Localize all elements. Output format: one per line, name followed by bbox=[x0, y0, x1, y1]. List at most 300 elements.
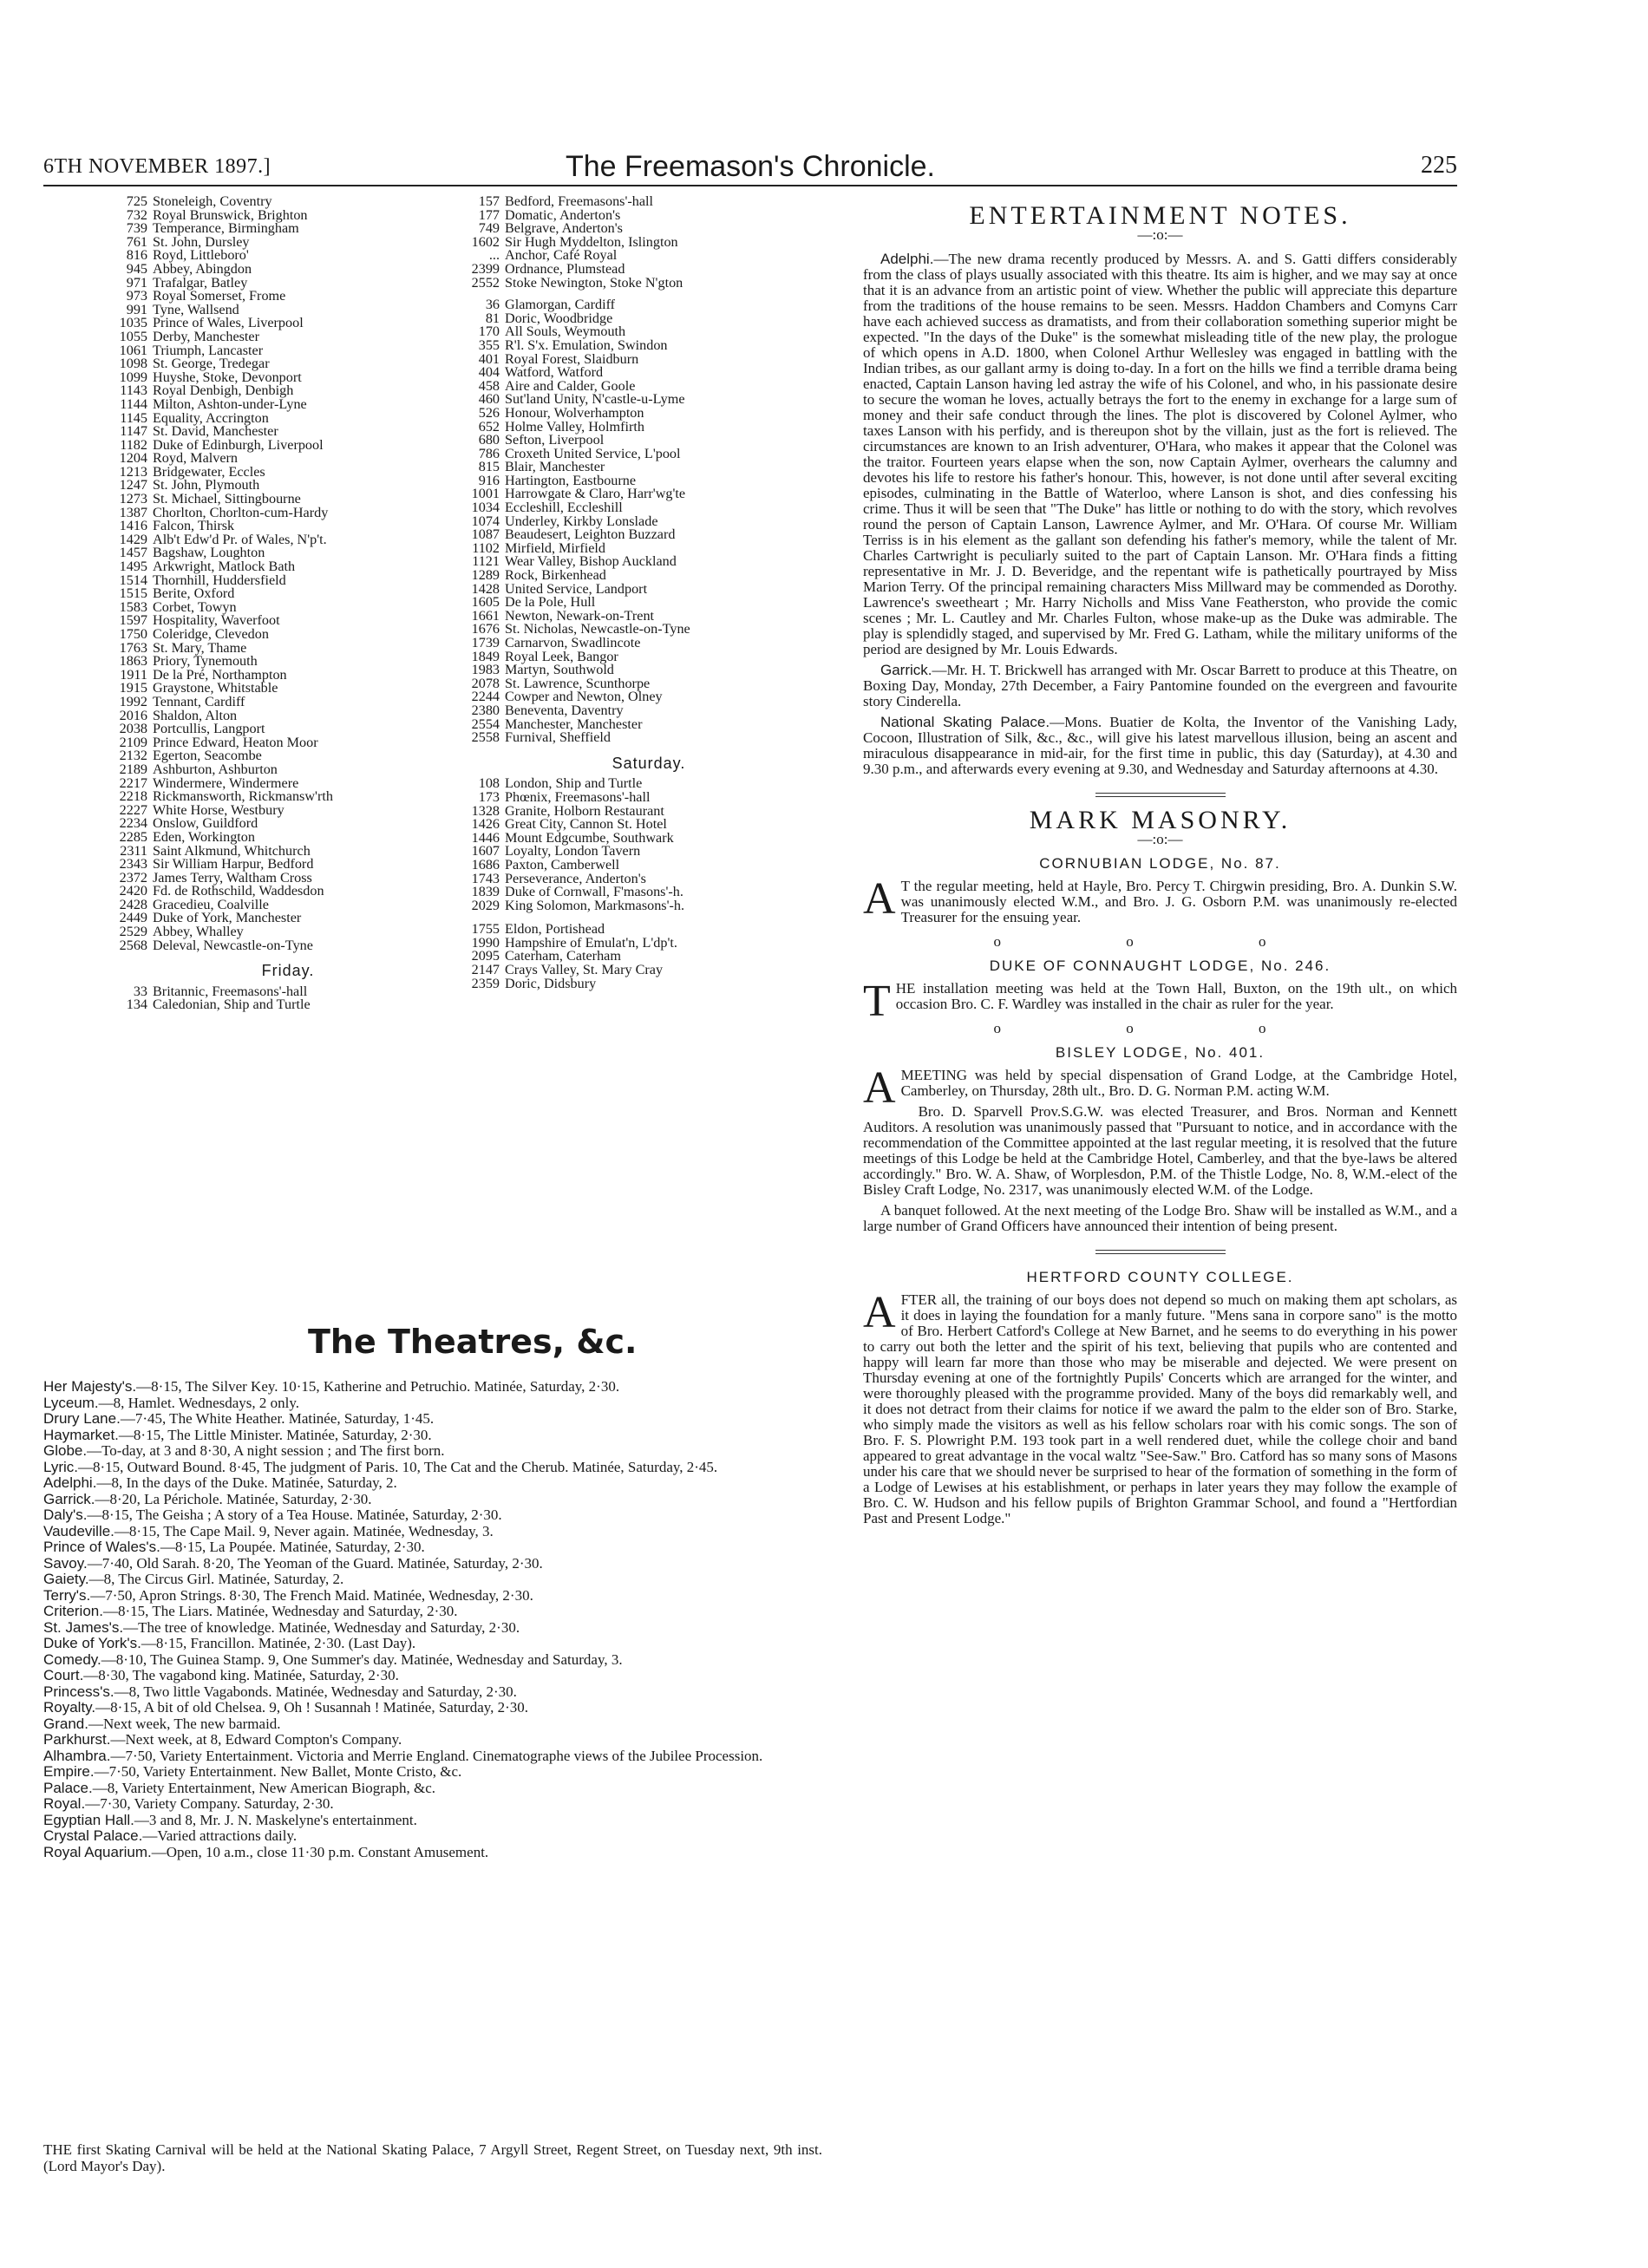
lodge-number: 1428 bbox=[471, 580, 500, 597]
lodge-name: Derby, Manchester bbox=[153, 328, 260, 344]
theatre-programme: —8·15, The Cape Mail. 9, Never again. Matinée, Wednesday, 3. bbox=[114, 1522, 494, 1539]
lodge-number: 2244 bbox=[471, 689, 500, 705]
lodge-name: Holme Valley, Holmfirth bbox=[505, 418, 644, 435]
lodge-name: Falcon, Thirsk bbox=[153, 518, 235, 534]
lodge-number: 1144 bbox=[120, 395, 147, 412]
lodge-number: 1605 bbox=[471, 594, 500, 611]
lodge-number: 1074 bbox=[471, 513, 500, 529]
lodge-name: Sefton, Liverpool bbox=[505, 432, 605, 448]
skating-label: National Skating Palace. bbox=[880, 714, 1050, 730]
theatre-programme: —8·15, Francillon. Matinée, 2·30. (Last Day). bbox=[141, 1635, 416, 1651]
theatre-programme: —8·30, The vagabond king. Matinée, Saturday, 2·30. bbox=[83, 1667, 399, 1683]
lodge-number: 2218 bbox=[119, 788, 147, 805]
theatre-entry bbox=[43, 1492, 822, 1508]
theatre-name: Royal. bbox=[43, 1795, 86, 1812]
lodge-number: 2147 bbox=[471, 962, 500, 978]
theatre-programme: —8·15, The Geisha ; A story of a Tea House. Matinée, Saturday, 2·30. bbox=[87, 1507, 502, 1523]
drop-cap: T bbox=[863, 977, 891, 1026]
lodge-name: Saint Alkmund, Whitchurch bbox=[153, 842, 311, 859]
lodge-number: 81 bbox=[485, 310, 500, 326]
theatre-entry bbox=[43, 1507, 822, 1524]
lodge-name: Beaudesert, Leighton Buzzard bbox=[505, 526, 676, 543]
connaught-text: HE installation meeting was held at the Town Hall, Buxton, on the 19th ult., on which occasion Bro. C. F. Wardley was installed in the chair as ruler for the year. bbox=[895, 980, 1457, 1012]
lodge-name: Furnival, Sheffield bbox=[505, 729, 611, 746]
lodge-name: Royal Denbigh, Denbigh bbox=[153, 382, 294, 399]
lodge-number: 1849 bbox=[471, 648, 500, 664]
theatre-programme: —8, Variety Entertainment, New American Biograph, &c. bbox=[92, 1779, 436, 1796]
lodge-number: 1457 bbox=[119, 545, 147, 561]
lodge-number: 786 bbox=[478, 445, 500, 461]
entertainment-notes bbox=[863, 201, 1458, 1532]
cornubian-heading: CORNUBIAN LODGE, No. 87. bbox=[1039, 855, 1281, 872]
lodge-name: Alb't Edw'd Pr. of Wales, N'p't. bbox=[153, 531, 327, 547]
lodge-name: Duke of York, Manchester bbox=[153, 910, 302, 926]
lodge-name: Honour, Wolverhampton bbox=[505, 404, 644, 421]
lodge-name: Eden, Workington bbox=[153, 828, 255, 845]
theatre-entry bbox=[43, 1620, 822, 1637]
lodge-name: James Terry, Waltham Cross bbox=[153, 869, 312, 886]
lodge-number: 2343 bbox=[119, 856, 147, 873]
lodge-number: ... bbox=[488, 247, 500, 264]
lodge-name: Duke of Edinburgh, Liverpool bbox=[153, 436, 324, 453]
theatre-name: Lyceum. bbox=[43, 1394, 99, 1411]
lodge-number: 1289 bbox=[471, 567, 500, 584]
lodge-entry bbox=[458, 977, 840, 991]
hertford-article bbox=[863, 1288, 1457, 1526]
theatre-entry bbox=[43, 1732, 822, 1748]
lodge-name: Great City, Cannon St. Hotel bbox=[505, 816, 667, 833]
lodge-number: 1446 bbox=[471, 829, 500, 846]
lodge-name: Prince of Wales, Liverpool bbox=[153, 315, 304, 331]
theatre-entry bbox=[43, 1379, 822, 1395]
lodge-name: Bedford, Freemasons'-hall bbox=[505, 193, 654, 209]
lodge-name: Royal Somerset, Frome bbox=[153, 288, 286, 304]
lodge-number: 33 bbox=[133, 983, 147, 999]
lodge-number: 816 bbox=[126, 247, 147, 264]
lodge-name: Egerton, Seacombe bbox=[153, 748, 262, 764]
lodge-name: R'l. S'x. Emulation, Swindon bbox=[505, 337, 668, 353]
lodge-name: Underley, Kirkby Lonslade bbox=[505, 513, 658, 529]
lodge-entry bbox=[458, 731, 840, 745]
bisley-text-1: MEETING was held by special dispensation of Grand Lodge, at the Cambridge Hotel, Camberley, on Thursday, 28th ult., Bro. D. G. Norman P.M. acting W.M. bbox=[900, 1067, 1457, 1099]
lodge-name: Perseverance, Anderton's bbox=[505, 870, 646, 886]
bisley-report bbox=[863, 1063, 1457, 1113]
lodge-number: 1426 bbox=[471, 816, 500, 833]
bisley-report-2: Bro. D. Sparvell Prov.S.G.W. was elected Treasurer, and Bros. Norman and Kennett Auditors. A resolution was unanimously passed that "Pursuant to notice, and in accordance with the recommendation of the Committee appointed at the last regular meeting, it is resolved that the future meetings of this Lodge be held at the Cambridge Hotel, Camberley, and that the bye-laws be altered accordingly." Bro. W. A. Shaw, of Worplesdon, P.M. of the Thistle Lodge, No. 8, W.M.-elect of the Bisley Craft Lodge, No. 2317, was unanimously elected W.M. of the Lodge. bbox=[863, 1103, 1457, 1198]
adelphi-note bbox=[863, 252, 1457, 657]
lodge-name: Belgrave, Anderton's bbox=[505, 220, 623, 237]
theatre-entry bbox=[43, 1443, 822, 1460]
entertainment-heading: ENTERTAINMENT NOTES. bbox=[969, 201, 1351, 230]
lodge-number: 1743 bbox=[471, 870, 500, 886]
lodge-number: 2420 bbox=[119, 883, 147, 899]
lodge-name: Anchor, Café Royal bbox=[505, 247, 618, 264]
theatre-entry bbox=[43, 1460, 822, 1476]
issue-date: 6TH NOVEMBER 1897.] bbox=[43, 155, 271, 178]
lodge-number: 1863 bbox=[119, 653, 147, 670]
lodge-name: Sir Hugh Myddelton, Islington bbox=[505, 233, 678, 250]
theatre-entry bbox=[43, 1428, 822, 1444]
lodge-number: 2372 bbox=[119, 869, 147, 886]
theatre-entry bbox=[43, 1813, 822, 1829]
lodge-name: Eccleshill, Eccleshill bbox=[505, 500, 623, 516]
lodge-number: 157 bbox=[478, 193, 500, 209]
lodge-number: 2227 bbox=[119, 801, 147, 818]
lodge-name: St. John, Plymouth bbox=[153, 477, 260, 493]
theatre-name: Crystal Palace. bbox=[43, 1827, 143, 1844]
lodge-number: 108 bbox=[478, 775, 500, 792]
hertford-text: FTER all, the training of our boys does not depend so much on making them apt scholars, as it does in laying the foundation for a manly future. "Mens sana in corpore sano" is the motto of Bro. Herbert Catford's College at New Barnet, and he seems to do everything in his power to carry out both the letter and the spirit of his text, believing that pupils who are contented and happy will learn far more than those who may be miserable and dejected. We were present on Thursday evening at one of the fortnightly Pupils' Concerts which are arranged for the winter, and were thoroughly pleased with the programme provided. Many of the boys did remarkably well, and it does not detract from their claims for notice if we award the palm to the elder son of Bro. Starke, who simply made the visitors as well as his fellow scholars roar with his comic songs. The son of Bro. F. S. Plowright P.M. 193 took part in a well rendered duet, while the college choir and band appeared to great advantage in the vocal waltz "See-Saw." Bro. Catford has so many sons of Masons under his care that we should never be surprised to hear of the formation of something in the form of a Lodge of Lewises at his establishment, or perhaps in later years they may follow the example of Bro. C. W. Hudson and his fellow pupils of Brighton Grammar School, and found a "Hertfordian Past and Present Lodge." bbox=[863, 1291, 1457, 1526]
lodge-name: St. David, Manchester bbox=[153, 423, 278, 440]
lodge-name: Hartington, Eastbourne bbox=[505, 472, 637, 488]
lodge-number: 1098 bbox=[119, 356, 147, 372]
lodge-number: 2529 bbox=[119, 924, 147, 940]
lodge-number: 1992 bbox=[119, 693, 147, 709]
theatre-programme: —8·20, La Périchole. Matinée, Saturday, 2·30. bbox=[95, 1490, 372, 1507]
lodge-name: Martyn, Southwold bbox=[505, 662, 614, 678]
lodge-number: 1686 bbox=[471, 856, 500, 873]
page-number: 225 bbox=[1421, 152, 1457, 179]
lodge-name: Deleval, Newcastle-on-Tyne bbox=[153, 937, 313, 953]
lodge-number: 1661 bbox=[471, 607, 500, 624]
skating-carnival-note: THE first Skating Carnival will be held at the National Skating Palace, 7 Argyll Street, Regent Street, on Tuesday next, 9th inst. (Lord Mayor's Day). bbox=[43, 2141, 822, 2174]
theatre-programme: —3 and 8, Mr. J. N. Maskelyne's entertainment. bbox=[134, 1811, 417, 1828]
theatre-programme: —8, In the days of the Duke. Matinée, Saturday, 2. bbox=[96, 1474, 397, 1491]
lodge-number: 991 bbox=[126, 301, 147, 317]
theatre-name: Royalty. bbox=[43, 1699, 96, 1716]
lodge-number: 1099 bbox=[119, 369, 147, 385]
lodge-number: 2078 bbox=[471, 675, 500, 691]
theatre-programme: —8·15, The Silver Key. 10·15, Katherine and Petruchio. Matinée, Saturday, 2·30. bbox=[136, 1378, 620, 1395]
lodge-name: Abbey, Whalley bbox=[153, 924, 244, 940]
theatre-programme: —8, Hamlet. Wednesdays, 2 only. bbox=[98, 1394, 300, 1411]
lodge-name: Onslow, Guildford bbox=[153, 815, 258, 832]
lodge-name: Windermere, Windermere bbox=[153, 775, 299, 791]
lodge-number: 680 bbox=[478, 432, 500, 448]
lodge-number: 2449 bbox=[119, 910, 147, 926]
theatre-programme: —8·10, The Guinea Stamp. 9, One Summer's day. Matinée, Wednesday and Saturday, 3. bbox=[101, 1650, 623, 1668]
skating-note bbox=[863, 715, 1457, 777]
theatre-entry bbox=[43, 1588, 822, 1605]
lodge-name: St. John, Dursley bbox=[153, 233, 250, 250]
lodge-number: 2359 bbox=[471, 975, 500, 991]
theatre-entry bbox=[43, 1556, 822, 1572]
lodge-number: 749 bbox=[478, 220, 500, 237]
lodge-number: 1429 bbox=[119, 531, 147, 547]
page-header bbox=[43, 152, 1457, 186]
drop-cap: A bbox=[863, 874, 896, 924]
lodge-name: Bridgewater, Eccles bbox=[153, 463, 265, 480]
lodge-name: Stoke Newington, Stoke N'gton bbox=[505, 274, 683, 291]
theatre-programme: —7·30, Variety Company. Saturday, 2·30. bbox=[85, 1795, 334, 1812]
lodge-name: Loyalty, London Tavern bbox=[505, 843, 641, 859]
lodge-number: 1147 bbox=[120, 423, 147, 440]
theatre-name: Grand. bbox=[43, 1715, 88, 1732]
theatre-programme: —Open, 10 a.m., close 11·30 p.m. Constant Amusement. bbox=[151, 1843, 489, 1860]
lodge-name: Domatic, Anderton's bbox=[505, 206, 621, 223]
lodge-name: De la Pole, Hull bbox=[505, 594, 596, 611]
theatre-name: Adelphi. bbox=[43, 1474, 97, 1491]
lodge-number: 1273 bbox=[119, 491, 147, 507]
lodge-name: Sut'land Unity, N'castle-u-Lyme bbox=[505, 391, 685, 408]
lodge-number: 460 bbox=[478, 391, 500, 408]
lodge-name: Royal Leek, Bangor bbox=[505, 648, 618, 664]
lodge-name: Gracedieu, Coalville bbox=[153, 896, 269, 912]
section-rule bbox=[1095, 1250, 1226, 1254]
lodge-name: Hampshire of Emulat'n, L'dp't. bbox=[505, 934, 677, 951]
theatre-name: Drury Lane. bbox=[43, 1410, 121, 1427]
lodge-number: 1328 bbox=[471, 802, 500, 819]
lodge-name: Newton, Newark-on-Trent bbox=[505, 607, 655, 624]
lodge-number: 1597 bbox=[119, 612, 147, 629]
garrick-label: Garrick. bbox=[880, 662, 932, 678]
theatre-name: St. James's. bbox=[43, 1618, 124, 1636]
lodge-entry bbox=[458, 899, 840, 913]
drop-cap: A bbox=[863, 1288, 896, 1337]
lodge-number: 2568 bbox=[119, 937, 147, 953]
lodge-name: Coleridge, Clevedon bbox=[153, 626, 269, 642]
lodge-number: 1416 bbox=[119, 518, 147, 534]
lodge-name: Triumph, Lancaster bbox=[153, 342, 264, 358]
lodge-name: Tyne, Wallsend bbox=[153, 301, 239, 317]
cornubian-report bbox=[863, 874, 1457, 925]
theatre-entry bbox=[43, 1748, 822, 1765]
theatre-programme: —The tree of knowledge. Matinée, Wednesday and Saturday, 2·30. bbox=[123, 1618, 520, 1636]
theatre-name: Prince of Wales's. bbox=[43, 1539, 160, 1555]
theatre-entry bbox=[43, 1796, 822, 1813]
lodge-number: 1061 bbox=[119, 342, 147, 358]
theatre-entry bbox=[43, 1475, 822, 1492]
lodge-name: St. Michael, Sittingbourne bbox=[153, 491, 301, 507]
theatre-programme: —8·15, Outward Bound. 8·45, The judgment of Paris. 10, The Cat and the Cherub. Matinée, Saturday, 2·45. bbox=[78, 1458, 718, 1475]
lodge-number: 1755 bbox=[471, 921, 500, 938]
theatre-entry bbox=[43, 1845, 822, 1861]
lodge-name: Manchester, Manchester bbox=[505, 716, 643, 732]
theatre-programme: —Next week, at 8, Edward Compton's Company. bbox=[110, 1731, 402, 1748]
lodge-name: St. Lawrence, Scunthorpe bbox=[505, 675, 651, 691]
lodge-entry bbox=[106, 939, 470, 953]
theatre-programme: —Next week, The new barmaid. bbox=[88, 1715, 281, 1732]
lodge-number: 2217 bbox=[119, 775, 147, 791]
lodge-entry bbox=[458, 274, 840, 291]
adelphi-label: Adelphi. bbox=[880, 251, 934, 267]
theatre-programme: —7·50, Variety Entertainment. Victoria and Merrie England. Cinematographe views of the Jubilee Procession. bbox=[110, 1747, 763, 1764]
theatre-entry bbox=[43, 1781, 822, 1797]
lodge-number: 2399 bbox=[471, 260, 500, 277]
theatre-programme: —8·15, The Liars. Matinée, Wednesday and Saturday, 2·30. bbox=[102, 1603, 458, 1619]
theatre-name: Empire. bbox=[43, 1763, 95, 1780]
lodge-number: 1514 bbox=[119, 572, 147, 588]
theatre-name: Haymarket. bbox=[43, 1426, 119, 1443]
lodge-name: Sir William Harpur, Bedford bbox=[153, 856, 314, 873]
theatre-programme: —8·15, A bit of old Chelsea. 9, Oh ! Susannah ! Matinée, Saturday, 2·30. bbox=[95, 1699, 529, 1716]
lodge-name: Watford, Watford bbox=[505, 364, 604, 381]
lodge-entry bbox=[106, 998, 470, 1012]
lodge-name: White Horse, Westbury bbox=[153, 801, 284, 818]
lodge-number: 652 bbox=[478, 418, 500, 435]
lodge-number: 177 bbox=[478, 206, 500, 223]
bisley-report-3: A banquet followed. At the next meeting of the Lodge Bro. Shaw will be installed as W.M., and a large number of Grand Officers have announced their intention of being present. bbox=[863, 1202, 1457, 1234]
lodge-number: 1387 bbox=[119, 504, 147, 520]
theatre-name: Her Majesty's. bbox=[43, 1378, 137, 1395]
theatre-name: Comedy. bbox=[43, 1650, 101, 1668]
lodge-number: 1145 bbox=[120, 409, 147, 426]
lodge-number: 355 bbox=[478, 337, 500, 353]
lodge-number: 1607 bbox=[471, 843, 500, 859]
lodge-number: 1213 bbox=[119, 463, 147, 480]
lodge-number: 1055 bbox=[119, 328, 147, 344]
lodge-number: 2016 bbox=[119, 707, 147, 723]
theatre-entry bbox=[43, 1395, 822, 1412]
theatres-list bbox=[43, 1379, 822, 1860]
lodge-number: 1990 bbox=[471, 934, 500, 951]
lodge-number: 1911 bbox=[120, 666, 147, 683]
lodge-number: 1583 bbox=[119, 598, 147, 615]
lodge-name: United Service, Landport bbox=[505, 580, 648, 597]
lodge-name: Royal Brunswick, Brighton bbox=[153, 206, 308, 223]
lodge-number: 1495 bbox=[119, 559, 147, 575]
lodge-number: 1983 bbox=[471, 662, 500, 678]
lodge-number: 170 bbox=[478, 324, 500, 340]
lodge-name: Abbey, Abingdon bbox=[153, 260, 252, 277]
lodge-name: Shaldon, Alton bbox=[153, 707, 238, 723]
lodge-name: Duke of Cornwall, F'masons'-h. bbox=[505, 884, 683, 900]
lodge-number: 36 bbox=[485, 297, 500, 313]
theatre-entry bbox=[43, 1700, 822, 1716]
hertford-heading: HERTFORD COUNTY COLLEGE. bbox=[1026, 1269, 1294, 1285]
mark-masonry-heading: MARK MASONRY. bbox=[1029, 806, 1292, 834]
lodge-number: 2109 bbox=[119, 734, 147, 750]
lodge-name: Hospitality, Waverfoot bbox=[153, 612, 280, 629]
header-rule bbox=[43, 185, 1457, 186]
theatre-entry bbox=[43, 1524, 822, 1540]
lodge-number: 2189 bbox=[119, 761, 147, 777]
lodge-name: Portcullis, Langport bbox=[153, 721, 265, 737]
lodge-name: Trafalgar, Batley bbox=[153, 274, 248, 291]
theatre-name: Palace. bbox=[43, 1779, 93, 1796]
lodge-number: 1001 bbox=[471, 486, 500, 502]
lodge-number: 761 bbox=[126, 233, 147, 250]
lodge-name: Cowper and Newton, Olney bbox=[505, 689, 663, 705]
lodge-number: 404 bbox=[478, 364, 500, 381]
lodge-name: Aire and Calder, Goole bbox=[505, 377, 636, 394]
lodge-name: Royal Forest, Slaidburn bbox=[505, 350, 639, 367]
lodge-name: Chorlton, Chorlton-cum-Hardy bbox=[153, 504, 329, 520]
section-divider: —:o:— bbox=[1137, 831, 1183, 847]
theatre-programme: —8, Two little Vagabonds. Matinée, Wednesday and Saturday, 2·30. bbox=[114, 1683, 517, 1700]
theatre-programme: —8·15, La Poupée. Matinée, Saturday, 2·30. bbox=[160, 1539, 425, 1555]
lodge-name: London, Ship and Turtle bbox=[505, 775, 643, 792]
theatre-entry bbox=[43, 1604, 822, 1620]
lodge-name: Thornhill, Huddersfield bbox=[153, 572, 286, 588]
theatre-entry bbox=[43, 1716, 822, 1733]
lodge-name: Crays Valley, St. Mary Cray bbox=[505, 962, 664, 978]
lodge-name: Eldon, Portishead bbox=[505, 921, 605, 938]
theatre-name: Royal Aquarium. bbox=[43, 1843, 152, 1860]
lodge-number: 2038 bbox=[119, 721, 147, 737]
lodge-number: 1515 bbox=[119, 585, 147, 602]
theatre-programme: —8, The Circus Girl. Matinée, Saturday, 2. bbox=[88, 1571, 344, 1587]
lodge-number: 2132 bbox=[119, 748, 147, 764]
lodge-number: 2311 bbox=[120, 842, 147, 859]
lodge-name: Britannic, Freemasons'-hall bbox=[153, 983, 308, 999]
lodge-number: 1750 bbox=[119, 626, 147, 642]
lodge-number: 1915 bbox=[119, 680, 147, 696]
lodge-number: 1182 bbox=[120, 436, 147, 453]
drop-cap: A bbox=[863, 1063, 896, 1113]
lodge-number: 2029 bbox=[471, 897, 500, 913]
lodge-number: 1143 bbox=[120, 382, 147, 399]
theatre-programme: —8·15, The Little Minister. Matinée, Saturday, 2·30. bbox=[118, 1426, 432, 1443]
lodge-number: 1602 bbox=[471, 233, 500, 250]
theatre-entry bbox=[43, 1411, 822, 1428]
lodge-number: 725 bbox=[126, 193, 147, 209]
lodge-name: Phœnix, Freemasons'-hall bbox=[505, 788, 651, 805]
lodge-number: 2234 bbox=[119, 815, 147, 832]
lodge-name: Caledonian, Ship and Turtle bbox=[153, 997, 311, 1013]
garrick-text: —Mr. H. T. Brickwell has arranged with Mr. Oscar Barrett to produce at this Theatre, on Boxing Day, Monday, 27th December, a Fairy Pantomine founded on the evergreen and favourite story Cinderella. bbox=[863, 662, 1457, 709]
theatre-name: Lyric. bbox=[43, 1458, 78, 1475]
bisley-heading: BISLEY LODGE, No. 401. bbox=[1055, 1044, 1265, 1061]
publication-title: The Freemason's Chronicle. bbox=[566, 150, 935, 183]
lodge-name: All Souls, Weymouth bbox=[505, 324, 626, 340]
theatre-programme: —7·45, The White Heather. Matinée, Saturday, 1·45. bbox=[120, 1410, 435, 1427]
connaught-report bbox=[863, 977, 1457, 1026]
lodge-number: 2428 bbox=[119, 896, 147, 912]
lodge-number: 1739 bbox=[471, 635, 500, 650]
lodge-number: 1763 bbox=[119, 639, 147, 656]
theatre-name: Garrick. bbox=[43, 1490, 95, 1507]
theatre-name: Savoy. bbox=[43, 1554, 88, 1572]
lodge-name: Doric, Woodbridge bbox=[505, 310, 613, 326]
lodge-list-column-1 bbox=[106, 195, 470, 1012]
lodge-name: Berite, Oxford bbox=[153, 585, 235, 602]
lodge-name: Paxton, Camberwell bbox=[505, 856, 620, 873]
theatre-entry bbox=[43, 1652, 822, 1669]
lodge-number: 2095 bbox=[471, 948, 500, 964]
lodge-number: 2285 bbox=[119, 828, 147, 845]
lodge-name: Blair, Manchester bbox=[505, 459, 605, 475]
lodge-number: 2380 bbox=[471, 702, 500, 718]
lodge-name: Harrowgate & Claro, Harr'wg'te bbox=[505, 486, 686, 502]
theatre-entry bbox=[43, 1668, 822, 1684]
theatre-name: Duke of York's. bbox=[43, 1635, 141, 1651]
lodge-name: Corbet, Towyn bbox=[153, 598, 237, 615]
lodge-number: 973 bbox=[126, 288, 147, 304]
theatre-entry bbox=[43, 1572, 822, 1588]
theatre-name: Gaiety. bbox=[43, 1571, 89, 1587]
lodge-name: Huyshe, Stoke, Devonport bbox=[153, 369, 302, 385]
theatres-heading: The Theatres, &c. bbox=[308, 1323, 638, 1361]
lodge-name: Mirfield, Mirfield bbox=[505, 539, 605, 556]
lodge-number: 1204 bbox=[119, 450, 147, 467]
lodge-name: Equality, Accrington bbox=[153, 409, 269, 426]
connaught-heading: DUKE OF CONNAUGHT LODGE, No. 246. bbox=[989, 958, 1331, 974]
lodge-name: St. Mary, Thame bbox=[153, 639, 247, 656]
theatre-entry bbox=[43, 1539, 822, 1556]
friday-heading: Friday. bbox=[261, 962, 315, 980]
lodge-name: Carnarvon, Swadlincote bbox=[505, 635, 641, 650]
lodge-name: Royd, Malvern bbox=[153, 450, 239, 467]
lodge-name: Rock, Birkenhead bbox=[505, 567, 606, 584]
skating-text: —Mons. Buatier de Kolta, the Inventor of the Vanishing Lady, Cocoon, Illustration of Silk, &c., &c., will give his latest marvellous illusion, being an ascent and miraculous disappearance in mid-air, for the first time in public, this day (Saturday), at 4.30 and 9.30 p.m., and afterwards every evening at 9.30, and Wednesday and Saturday afternoons at 4.30. bbox=[863, 714, 1458, 777]
lodge-number: 2554 bbox=[471, 716, 500, 732]
ornament-divider: o o o bbox=[993, 1020, 1327, 1036]
lodge-name: Mount Edgcumbe, Southwark bbox=[505, 829, 674, 846]
lodge-name: Bagshaw, Loughton bbox=[153, 545, 265, 561]
theatre-name: Princess's. bbox=[43, 1683, 114, 1700]
lodge-number: 732 bbox=[126, 206, 147, 223]
